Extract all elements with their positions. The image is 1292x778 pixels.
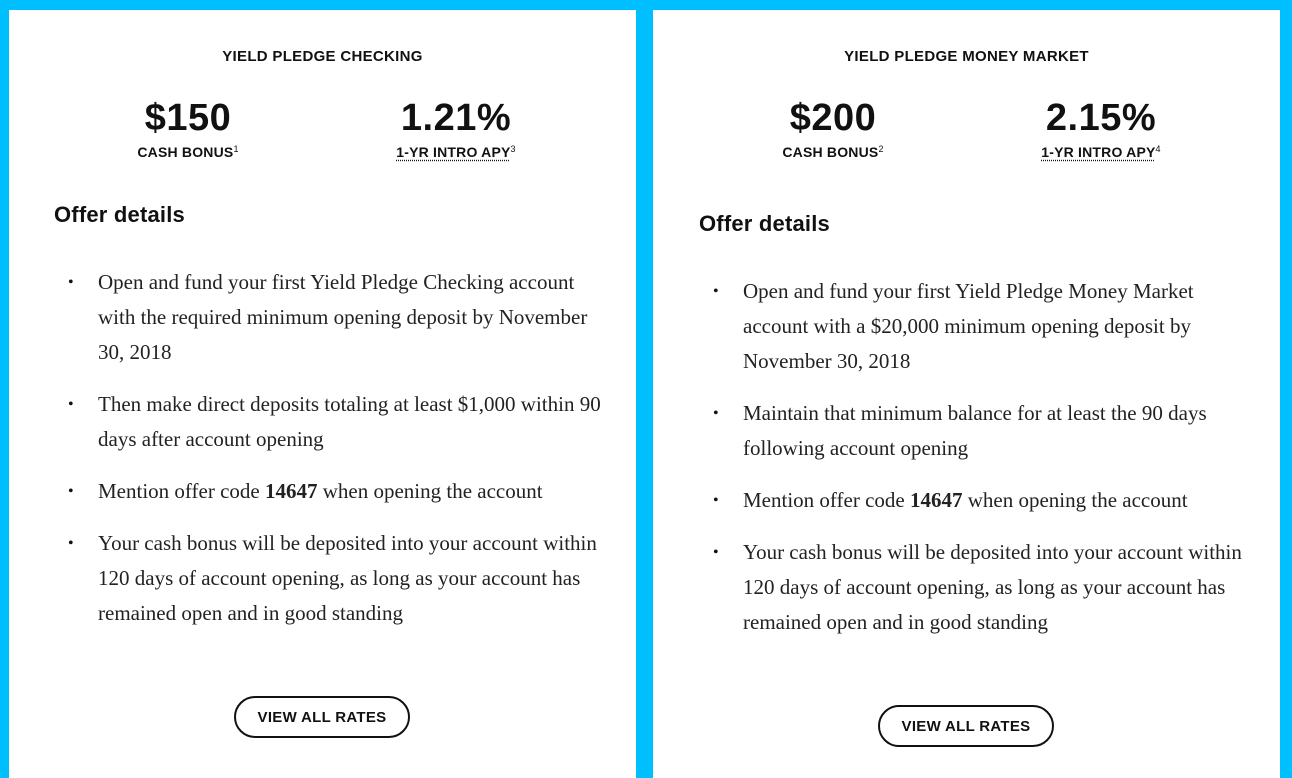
list-item bbox=[713, 483, 1248, 518]
list-item bbox=[68, 265, 603, 370]
list-item-text: when opening the account bbox=[962, 488, 1188, 512]
list-item-text: Your cash bonus will be deposited into your account within 120 days of account opening, as long as your account has remained open and in good standing bbox=[743, 540, 1242, 634]
list-item bbox=[68, 387, 603, 457]
bullet-icon: • bbox=[713, 283, 719, 300]
list-item-text: Maintain that minimum balance for at least the 90 days following account opening bbox=[743, 401, 1207, 460]
footnote-marker[interactable]: 3 bbox=[510, 144, 516, 154]
list-item bbox=[713, 274, 1248, 379]
list-item bbox=[68, 526, 603, 631]
cash-bonus-value: $200 bbox=[789, 97, 877, 139]
cash-bonus-value: $150 bbox=[144, 97, 232, 139]
view-all-rates-button[interactable]: VIEW ALL RATES bbox=[234, 696, 410, 738]
offer-details-heading: Offer details bbox=[699, 211, 830, 236]
list-item-text: Then make direct deposits totaling at least $1,000 within 90 days after account opening bbox=[98, 392, 601, 451]
card-title: YIELD PLEDGE CHECKING bbox=[222, 48, 423, 65]
offer-code: 14647 bbox=[909, 488, 963, 512]
intro-apy-stat bbox=[336, 96, 576, 160]
intro-apy-label bbox=[336, 144, 576, 160]
footnote-marker[interactable]: 1 bbox=[233, 144, 239, 154]
bullet-icon: • bbox=[68, 274, 74, 291]
list-item bbox=[713, 396, 1248, 466]
list-item-text: Open and fund your first Yield Pledge Money Market account with a $20,000 minimum opening deposit by November 30, 2018 bbox=[743, 279, 1194, 373]
offer-card-checking bbox=[9, 10, 636, 778]
cash-bonus-label-text: CASH BONUS bbox=[782, 144, 879, 160]
cash-bonus-label-text: CASH BONUS bbox=[137, 144, 234, 160]
bullet-icon: • bbox=[713, 405, 719, 422]
offer-code: 14647 bbox=[264, 479, 318, 503]
list-item-text: Mention offer code bbox=[743, 488, 910, 512]
list-item bbox=[68, 474, 603, 509]
intro-apy-link[interactable]: 1-YR INTRO APY bbox=[396, 144, 511, 160]
list-item bbox=[713, 535, 1248, 640]
bullet-icon: • bbox=[713, 492, 719, 509]
offer-details-list bbox=[713, 274, 1248, 657]
list-item-text: Open and fund your first Yield Pledge Checking account with the required minimum opening deposit by November 30, 2018 bbox=[98, 270, 588, 364]
view-all-rates-button[interactable]: VIEW ALL RATES bbox=[878, 705, 1054, 747]
bullet-icon: • bbox=[713, 544, 719, 561]
offer-details-heading: Offer details bbox=[54, 202, 185, 227]
cash-bonus-stat bbox=[68, 96, 308, 160]
list-item-text: Your cash bonus will be deposited into your account within 120 days of account opening, as long as your account has remained open and in good standing bbox=[98, 531, 597, 625]
bullet-icon: • bbox=[68, 396, 74, 413]
footnote-marker[interactable]: 4 bbox=[1155, 144, 1161, 154]
list-item-text: when opening the account bbox=[317, 479, 543, 503]
cash-bonus-stat bbox=[713, 96, 953, 160]
list-item-text: Mention offer code bbox=[98, 479, 265, 503]
intro-apy-label bbox=[981, 144, 1221, 160]
bullet-icon: • bbox=[68, 483, 74, 500]
intro-apy-value: 1.21% bbox=[400, 97, 512, 139]
intro-apy-stat bbox=[981, 96, 1221, 160]
cash-bonus-label bbox=[713, 144, 953, 160]
footnote-marker[interactable]: 2 bbox=[878, 144, 884, 154]
intro-apy-value: 2.15% bbox=[1045, 97, 1157, 139]
offer-details-list bbox=[68, 265, 603, 648]
cash-bonus-label bbox=[68, 144, 308, 160]
card-title: YIELD PLEDGE MONEY MARKET bbox=[844, 48, 1089, 65]
intro-apy-link[interactable]: 1-YR INTRO APY bbox=[1041, 144, 1156, 160]
bullet-icon: • bbox=[68, 535, 74, 552]
offer-card-money-market bbox=[653, 10, 1280, 778]
